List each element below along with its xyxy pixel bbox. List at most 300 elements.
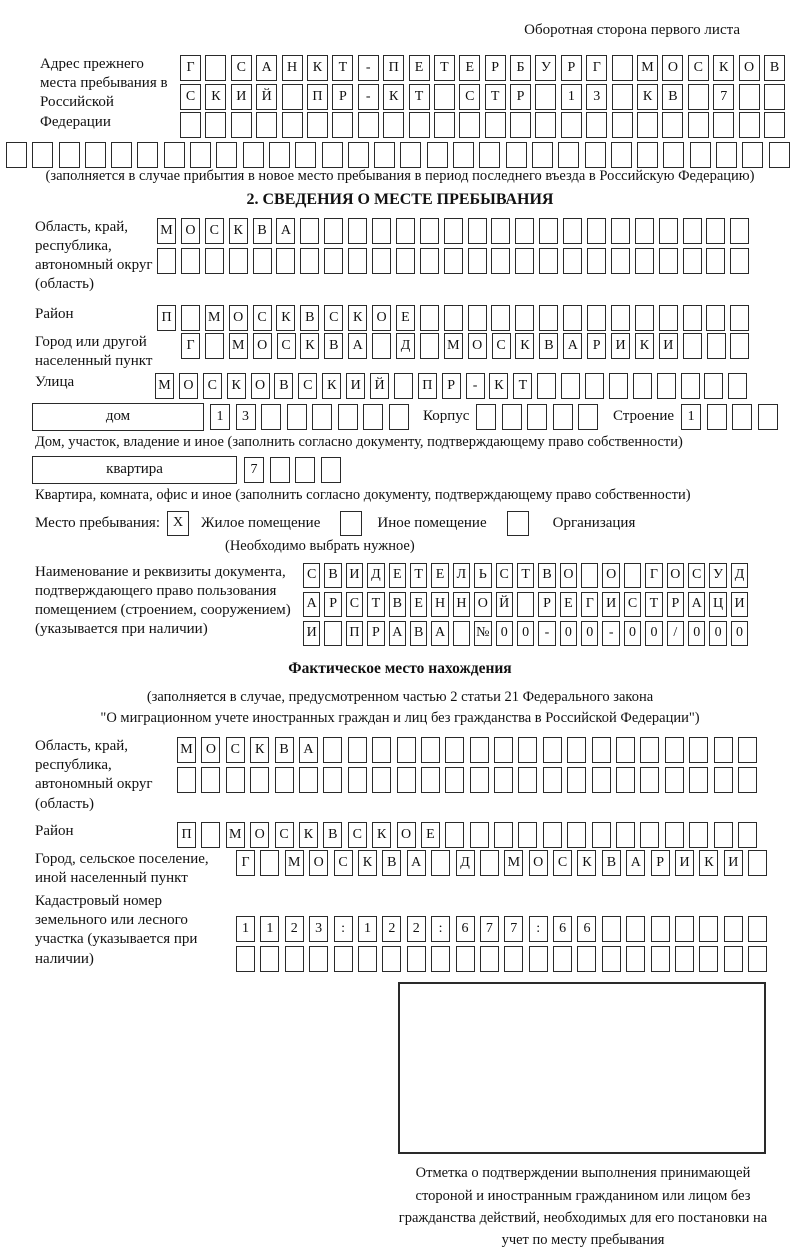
char-cell[interactable] [657, 373, 676, 399]
char-cell[interactable]: Е [410, 592, 427, 617]
char-cell[interactable]: Т [367, 592, 384, 617]
char-cell[interactable] [739, 112, 760, 138]
char-cell[interactable]: 0 [624, 621, 641, 646]
char-cell[interactable] [738, 767, 757, 793]
char-cell[interactable] [764, 84, 785, 110]
char-cell[interactable] [567, 767, 586, 793]
char-cell[interactable] [468, 248, 487, 274]
checkbox-residential[interactable]: X [167, 511, 189, 536]
char-cell[interactable] [529, 946, 548, 972]
char-cell[interactable] [683, 218, 702, 244]
char-cell[interactable] [592, 767, 611, 793]
char-cell[interactable] [707, 333, 726, 359]
char-cell[interactable] [253, 248, 272, 274]
char-cell[interactable]: Г [236, 850, 255, 876]
char-cell[interactable] [332, 112, 353, 138]
char-cell[interactable] [397, 737, 416, 763]
char-cell[interactable]: 2 [382, 916, 401, 942]
char-cell[interactable]: - [602, 621, 619, 646]
char-cell[interactable] [662, 112, 683, 138]
char-cell[interactable] [714, 737, 733, 763]
char-cell[interactable]: М [205, 305, 224, 331]
char-cell[interactable] [537, 373, 556, 399]
char-cell[interactable] [470, 822, 489, 848]
char-cell[interactable] [515, 248, 534, 274]
char-cell[interactable]: И [231, 84, 252, 110]
char-cell[interactable] [706, 218, 725, 244]
char-cell[interactable] [307, 112, 328, 138]
char-cell[interactable] [585, 373, 604, 399]
char-cell[interactable]: К [515, 333, 534, 359]
char-cell[interactable] [518, 737, 537, 763]
char-cell[interactable]: В [539, 333, 558, 359]
char-cell[interactable] [491, 218, 510, 244]
char-cell[interactable] [730, 248, 749, 274]
char-cell[interactable] [602, 916, 621, 942]
char-cell[interactable] [282, 112, 303, 138]
char-cell[interactable]: О [474, 592, 491, 617]
char-cell[interactable]: К [300, 333, 319, 359]
char-cell[interactable] [706, 305, 725, 331]
char-cell[interactable] [431, 946, 450, 972]
char-cell[interactable] [494, 767, 513, 793]
char-cell[interactable] [468, 305, 487, 331]
char-cell[interactable] [611, 142, 632, 168]
char-cell[interactable] [420, 305, 439, 331]
char-cell[interactable]: Р [587, 333, 606, 359]
char-cell[interactable] [459, 112, 480, 138]
char-cell[interactable] [683, 333, 702, 359]
char-cell[interactable] [635, 218, 654, 244]
char-cell[interactable]: Р [324, 592, 341, 617]
char-cell[interactable]: О [372, 305, 391, 331]
char-cell[interactable] [396, 218, 415, 244]
char-cell[interactable]: К [205, 84, 226, 110]
char-cell[interactable] [338, 404, 358, 430]
char-cell[interactable]: Т [332, 55, 353, 81]
char-cell[interactable]: М [285, 850, 304, 876]
char-cell[interactable] [409, 112, 430, 138]
char-cell[interactable] [491, 305, 510, 331]
char-cell[interactable]: К [635, 333, 654, 359]
char-cell[interactable]: К [307, 55, 328, 81]
char-cell[interactable] [518, 822, 537, 848]
char-cell[interactable] [421, 767, 440, 793]
char-cell[interactable] [324, 248, 343, 274]
char-cell[interactable]: О [179, 373, 198, 399]
char-cell[interactable]: С [231, 55, 252, 81]
char-cell[interactable] [612, 55, 633, 81]
char-cell[interactable]: Е [459, 55, 480, 81]
char-cell[interactable] [535, 112, 556, 138]
char-cell[interactable]: К [348, 305, 367, 331]
char-cell[interactable] [453, 142, 474, 168]
char-cell[interactable] [431, 850, 450, 876]
char-cell[interactable] [699, 916, 718, 942]
char-cell[interactable]: 1 [561, 84, 582, 110]
char-cell[interactable]: 0 [709, 621, 726, 646]
char-cell[interactable]: С [253, 305, 272, 331]
char-cell[interactable] [421, 737, 440, 763]
char-cell[interactable] [611, 305, 630, 331]
char-cell[interactable] [295, 457, 315, 483]
char-cell[interactable] [236, 946, 255, 972]
char-cell[interactable] [563, 218, 582, 244]
char-cell[interactable] [616, 767, 635, 793]
char-cell[interactable]: В [324, 563, 341, 588]
char-cell[interactable]: Е [396, 305, 415, 331]
char-cell[interactable] [444, 218, 463, 244]
char-cell[interactable] [558, 142, 579, 168]
char-cell[interactable] [581, 563, 598, 588]
char-cell[interactable]: 3 [586, 84, 607, 110]
char-cell[interactable]: Р [667, 592, 684, 617]
char-cell[interactable]: К [299, 822, 318, 848]
char-cell[interactable] [577, 946, 596, 972]
char-cell[interactable]: А [256, 55, 277, 81]
char-cell[interactable] [372, 248, 391, 274]
char-cell[interactable]: С [303, 563, 320, 588]
char-cell[interactable]: А [407, 850, 426, 876]
char-cell[interactable] [681, 373, 700, 399]
char-cell[interactable]: В [324, 333, 343, 359]
char-cell[interactable] [372, 333, 391, 359]
char-cell[interactable] [561, 373, 580, 399]
char-cell[interactable] [714, 822, 733, 848]
char-cell[interactable] [543, 737, 562, 763]
char-cell[interactable]: Г [181, 333, 200, 359]
char-cell[interactable] [137, 142, 158, 168]
char-cell[interactable]: М [504, 850, 523, 876]
char-cell[interactable]: 7 [244, 457, 264, 483]
char-cell[interactable] [427, 142, 448, 168]
char-cell[interactable]: Д [367, 563, 384, 588]
char-cell[interactable]: 1 [358, 916, 377, 942]
char-cell[interactable] [665, 737, 684, 763]
char-cell[interactable]: С [298, 373, 317, 399]
char-cell[interactable]: С [496, 563, 513, 588]
char-cell[interactable] [445, 822, 464, 848]
char-cell[interactable]: И [602, 592, 619, 617]
char-cell[interactable] [659, 248, 678, 274]
char-cell[interactable]: В [602, 850, 621, 876]
char-cell[interactable] [724, 946, 743, 972]
char-cell[interactable] [640, 737, 659, 763]
char-cell[interactable] [602, 946, 621, 972]
char-cell[interactable] [397, 767, 416, 793]
char-cell[interactable] [609, 373, 628, 399]
char-cell[interactable] [269, 142, 290, 168]
char-cell[interactable]: 1 [236, 916, 255, 942]
char-cell[interactable] [716, 142, 737, 168]
char-cell[interactable]: К [699, 850, 718, 876]
char-cell[interactable]: О [251, 373, 270, 399]
char-cell[interactable] [527, 404, 547, 430]
char-cell[interactable] [651, 916, 670, 942]
char-cell[interactable]: В [300, 305, 319, 331]
char-cell[interactable] [567, 822, 586, 848]
char-cell[interactable] [323, 737, 342, 763]
char-cell[interactable] [480, 946, 499, 972]
char-cell[interactable] [611, 218, 630, 244]
char-cell[interactable]: В [323, 822, 342, 848]
char-cell[interactable]: Р [510, 84, 531, 110]
char-cell[interactable] [640, 767, 659, 793]
char-cell[interactable] [372, 218, 391, 244]
char-cell[interactable] [382, 946, 401, 972]
char-cell[interactable]: Р [332, 84, 353, 110]
char-cell[interactable]: П [346, 621, 363, 646]
char-cell[interactable] [532, 142, 553, 168]
char-cell[interactable] [543, 767, 562, 793]
char-cell[interactable]: К [713, 55, 734, 81]
char-cell[interactable]: Т [434, 55, 455, 81]
char-cell[interactable] [324, 621, 341, 646]
char-cell[interactable]: М [177, 737, 196, 763]
char-cell[interactable] [372, 767, 391, 793]
char-cell[interactable]: : [431, 916, 450, 942]
char-cell[interactable] [659, 305, 678, 331]
char-cell[interactable]: Ь [474, 563, 491, 588]
char-cell[interactable]: К [322, 373, 341, 399]
char-cell[interactable] [190, 142, 211, 168]
char-cell[interactable]: С [688, 563, 705, 588]
char-cell[interactable] [407, 946, 426, 972]
char-cell[interactable] [730, 218, 749, 244]
char-cell[interactable]: А [348, 333, 367, 359]
char-cell[interactable]: 7 [504, 916, 523, 942]
char-cell[interactable] [738, 822, 757, 848]
char-cell[interactable] [651, 946, 670, 972]
char-cell[interactable]: 1 [260, 916, 279, 942]
char-cell[interactable]: В [275, 737, 294, 763]
char-cell[interactable] [663, 142, 684, 168]
char-cell[interactable]: А [303, 592, 320, 617]
char-cell[interactable] [587, 218, 606, 244]
char-cell[interactable]: М [226, 822, 245, 848]
char-cell[interactable]: Г [645, 563, 662, 588]
char-cell[interactable]: П [157, 305, 176, 331]
char-cell[interactable]: 3 [309, 916, 328, 942]
char-cell[interactable]: 2 [285, 916, 304, 942]
char-cell[interactable] [322, 142, 343, 168]
char-cell[interactable]: Н [282, 55, 303, 81]
char-cell[interactable]: М [444, 333, 463, 359]
char-cell[interactable]: С [334, 850, 353, 876]
checkbox-other-premises[interactable] [340, 511, 362, 536]
char-cell[interactable] [348, 218, 367, 244]
char-cell[interactable] [578, 404, 598, 430]
char-cell[interactable]: В [538, 563, 555, 588]
char-cell[interactable] [683, 248, 702, 274]
char-cell[interactable] [177, 767, 196, 793]
char-cell[interactable]: Г [180, 55, 201, 81]
char-cell[interactable]: 0 [731, 621, 748, 646]
char-cell[interactable]: П [177, 822, 196, 848]
char-cell[interactable] [553, 946, 572, 972]
char-cell[interactable] [400, 142, 421, 168]
char-cell[interactable] [769, 142, 790, 168]
char-cell[interactable] [323, 767, 342, 793]
char-cell[interactable]: К [489, 373, 508, 399]
char-cell[interactable] [396, 248, 415, 274]
char-cell[interactable]: Е [560, 592, 577, 617]
char-cell[interactable] [539, 218, 558, 244]
char-cell[interactable] [585, 142, 606, 168]
char-cell[interactable] [256, 112, 277, 138]
char-cell[interactable] [468, 218, 487, 244]
char-cell[interactable]: П [383, 55, 404, 81]
char-cell[interactable]: - [466, 373, 485, 399]
char-cell[interactable]: М [157, 218, 176, 244]
char-cell[interactable]: К [577, 850, 596, 876]
char-cell[interactable] [374, 142, 395, 168]
char-cell[interactable]: / [667, 621, 684, 646]
char-cell[interactable] [728, 373, 747, 399]
char-cell[interactable] [334, 946, 353, 972]
char-cell[interactable] [358, 946, 377, 972]
char-cell[interactable] [683, 305, 702, 331]
char-cell[interactable] [434, 84, 455, 110]
char-cell[interactable]: Р [651, 850, 670, 876]
char-cell[interactable] [6, 142, 27, 168]
char-cell[interactable]: 1 [681, 404, 701, 430]
char-cell[interactable]: А [626, 850, 645, 876]
char-cell[interactable] [506, 142, 527, 168]
char-cell[interactable] [372, 737, 391, 763]
char-cell[interactable] [748, 946, 767, 972]
char-cell[interactable]: А [688, 592, 705, 617]
char-cell[interactable]: С [277, 333, 296, 359]
char-cell[interactable] [476, 404, 496, 430]
char-cell[interactable]: Е [389, 563, 406, 588]
char-cell[interactable]: С [492, 333, 511, 359]
char-cell[interactable] [312, 404, 332, 430]
char-cell[interactable]: Д [731, 563, 748, 588]
char-cell[interactable] [732, 404, 752, 430]
char-cell[interactable] [494, 737, 513, 763]
char-cell[interactable] [491, 248, 510, 274]
char-cell[interactable] [633, 373, 652, 399]
char-cell[interactable] [444, 248, 463, 274]
char-cell[interactable]: И [724, 850, 743, 876]
char-cell[interactable]: К [383, 84, 404, 110]
char-cell[interactable]: И [731, 592, 748, 617]
char-cell[interactable] [299, 767, 318, 793]
char-cell[interactable]: С [688, 55, 709, 81]
char-cell[interactable]: О [662, 55, 683, 81]
char-cell[interactable] [363, 404, 383, 430]
char-cell[interactable]: Т [513, 373, 532, 399]
char-cell[interactable] [300, 248, 319, 274]
char-cell[interactable]: М [229, 333, 248, 359]
char-cell[interactable]: В [662, 84, 683, 110]
char-cell[interactable] [445, 767, 464, 793]
char-cell[interactable] [587, 305, 606, 331]
char-cell[interactable]: К [229, 218, 248, 244]
char-cell[interactable] [445, 737, 464, 763]
char-cell[interactable]: - [358, 55, 379, 81]
char-cell[interactable] [704, 373, 723, 399]
char-cell[interactable] [561, 112, 582, 138]
char-cell[interactable]: О [250, 822, 269, 848]
char-cell[interactable] [730, 305, 749, 331]
char-cell[interactable] [517, 592, 534, 617]
char-cell[interactable] [611, 248, 630, 274]
char-cell[interactable]: Е [431, 563, 448, 588]
char-cell[interactable]: С [226, 737, 245, 763]
char-cell[interactable]: Д [456, 850, 475, 876]
char-cell[interactable]: Р [442, 373, 461, 399]
char-cell[interactable]: Б [510, 55, 531, 81]
char-cell[interactable]: С [205, 218, 224, 244]
char-cell[interactable] [494, 822, 513, 848]
char-cell[interactable]: И [611, 333, 630, 359]
char-cell[interactable] [321, 457, 341, 483]
char-cell[interactable]: : [529, 916, 548, 942]
char-cell[interactable]: С [324, 305, 343, 331]
char-cell[interactable] [260, 946, 279, 972]
char-cell[interactable]: Л [453, 563, 470, 588]
char-cell[interactable]: Г [586, 55, 607, 81]
char-cell[interactable] [287, 404, 307, 430]
char-cell[interactable] [456, 946, 475, 972]
char-cell[interactable] [675, 916, 694, 942]
char-cell[interactable] [285, 946, 304, 972]
char-cell[interactable]: В [382, 850, 401, 876]
char-cell[interactable] [675, 946, 694, 972]
char-cell[interactable]: А [563, 333, 582, 359]
char-cell[interactable]: О [529, 850, 548, 876]
char-cell[interactable]: В [389, 592, 406, 617]
char-cell[interactable] [515, 218, 534, 244]
char-cell[interactable]: К [637, 84, 658, 110]
char-cell[interactable]: Т [645, 592, 662, 617]
char-cell[interactable]: Е [409, 55, 430, 81]
char-cell[interactable] [637, 112, 658, 138]
char-cell[interactable] [32, 142, 53, 168]
char-cell[interactable]: Т [409, 84, 430, 110]
char-cell[interactable] [626, 946, 645, 972]
char-cell[interactable] [688, 84, 709, 110]
char-cell[interactable] [300, 218, 319, 244]
char-cell[interactable] [270, 457, 290, 483]
char-cell[interactable] [637, 142, 658, 168]
char-cell[interactable]: М [155, 373, 174, 399]
char-cell[interactable] [485, 112, 506, 138]
char-cell[interactable] [543, 822, 562, 848]
char-cell[interactable] [250, 767, 269, 793]
char-cell[interactable]: 0 [517, 621, 534, 646]
char-cell[interactable]: И [346, 563, 363, 588]
char-cell[interactable] [205, 333, 224, 359]
char-cell[interactable] [181, 305, 200, 331]
char-cell[interactable] [640, 822, 659, 848]
char-cell[interactable]: О [560, 563, 577, 588]
char-cell[interactable]: П [418, 373, 437, 399]
char-cell[interactable]: И [303, 621, 320, 646]
char-cell[interactable] [231, 112, 252, 138]
char-cell[interactable] [420, 248, 439, 274]
char-cell[interactable] [714, 767, 733, 793]
char-cell[interactable]: И [675, 850, 694, 876]
char-cell[interactable] [699, 946, 718, 972]
char-cell[interactable]: Й [256, 84, 277, 110]
char-cell[interactable]: Р [538, 592, 555, 617]
char-cell[interactable] [539, 248, 558, 274]
char-cell[interactable] [201, 767, 220, 793]
char-cell[interactable]: Н [453, 592, 470, 617]
